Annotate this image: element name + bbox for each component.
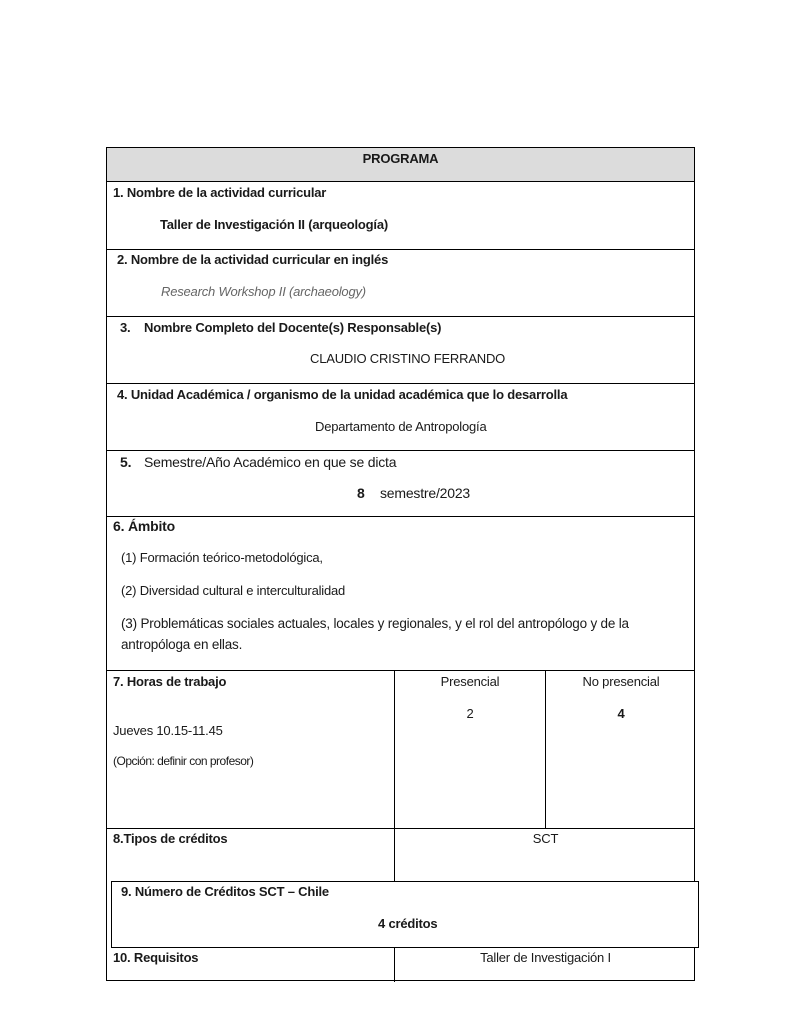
section-credit-types [107, 829, 694, 882]
section-2-label: 2. Nombre de la actividad curricular en inglés [117, 252, 389, 267]
section-9-value: 4 créditos [378, 916, 438, 931]
section-8-label: 8.Tipos de créditos [113, 831, 228, 846]
section-5-number: 5. [120, 454, 132, 470]
program-table [106, 147, 695, 981]
program-header-row [107, 148, 694, 182]
section-activity-name [107, 182, 694, 250]
section-academic-unit [107, 384, 694, 451]
presencial-value: 2 [466, 706, 474, 721]
section-7-option: (Opción: definir con profesor) [113, 754, 254, 768]
no-presencial-header: No presencial [582, 674, 660, 689]
section-semester [107, 451, 694, 517]
scope-item-3: (3) Problemáticas sociales actuales, locales y regionales, y el rol del antropólogo y de la [121, 616, 629, 631]
section-6-title: 6. Ámbito [113, 518, 175, 534]
section-8-value: SCT [532, 831, 559, 846]
hours-divider-1 [394, 671, 395, 829]
section-activity-name-english [107, 250, 694, 317]
section-1-label: 1. Nombre de la actividad curricular [113, 185, 327, 200]
section-3-number: 3. [120, 320, 131, 335]
section-3-value: CLAUDIO CRISTINO FERRANDO [310, 351, 506, 366]
section-7-label: 7. Horas de trabajo [113, 674, 227, 689]
section-scope [107, 517, 694, 671]
section-7-schedule: Jueves 10.15-11.45 [113, 723, 223, 738]
scope-item-2: (2) Diversidad cultural e interculturalidad [121, 583, 346, 598]
presencial-header: Presencial [440, 674, 500, 689]
section-3-label: Nombre Completo del Docente(s) Responsable(s) [144, 320, 442, 335]
no-presencial-value: 4 [617, 706, 625, 721]
section-1-value: Taller de Investigación II (arqueología) [160, 217, 388, 232]
section-4-value: Departamento de Antropología [315, 419, 487, 434]
program-title: PROGRAMA [362, 151, 439, 166]
section-2-value: Research Workshop II (archaeology) [161, 284, 366, 299]
section-work-hours [107, 671, 694, 829]
section-sct-credits [111, 881, 699, 948]
scope-item-1: (1) Formación teórico-metodológica, [121, 550, 323, 565]
section-4-label: 4. Unidad Académica / organismo de la unidad académica que lo desarrolla [117, 387, 568, 402]
section-5-label: Semestre/Año Académico en que se dicta [144, 454, 397, 470]
section-10-value: Taller de Investigación I [480, 950, 611, 965]
section-5-semester-text: semestre/2023 [380, 485, 471, 501]
scope-item-3-continued: antropóloga en ellas. [121, 637, 243, 652]
section-teacher [107, 317, 694, 384]
hours-divider-2 [545, 671, 546, 829]
section-5-semester-number: 8 [357, 485, 365, 501]
section-10-label: 10. Requisitos [113, 950, 199, 965]
section-requirements [107, 948, 694, 982]
section-9-label: 9. Número de Créditos SCT – Chile [121, 884, 329, 899]
